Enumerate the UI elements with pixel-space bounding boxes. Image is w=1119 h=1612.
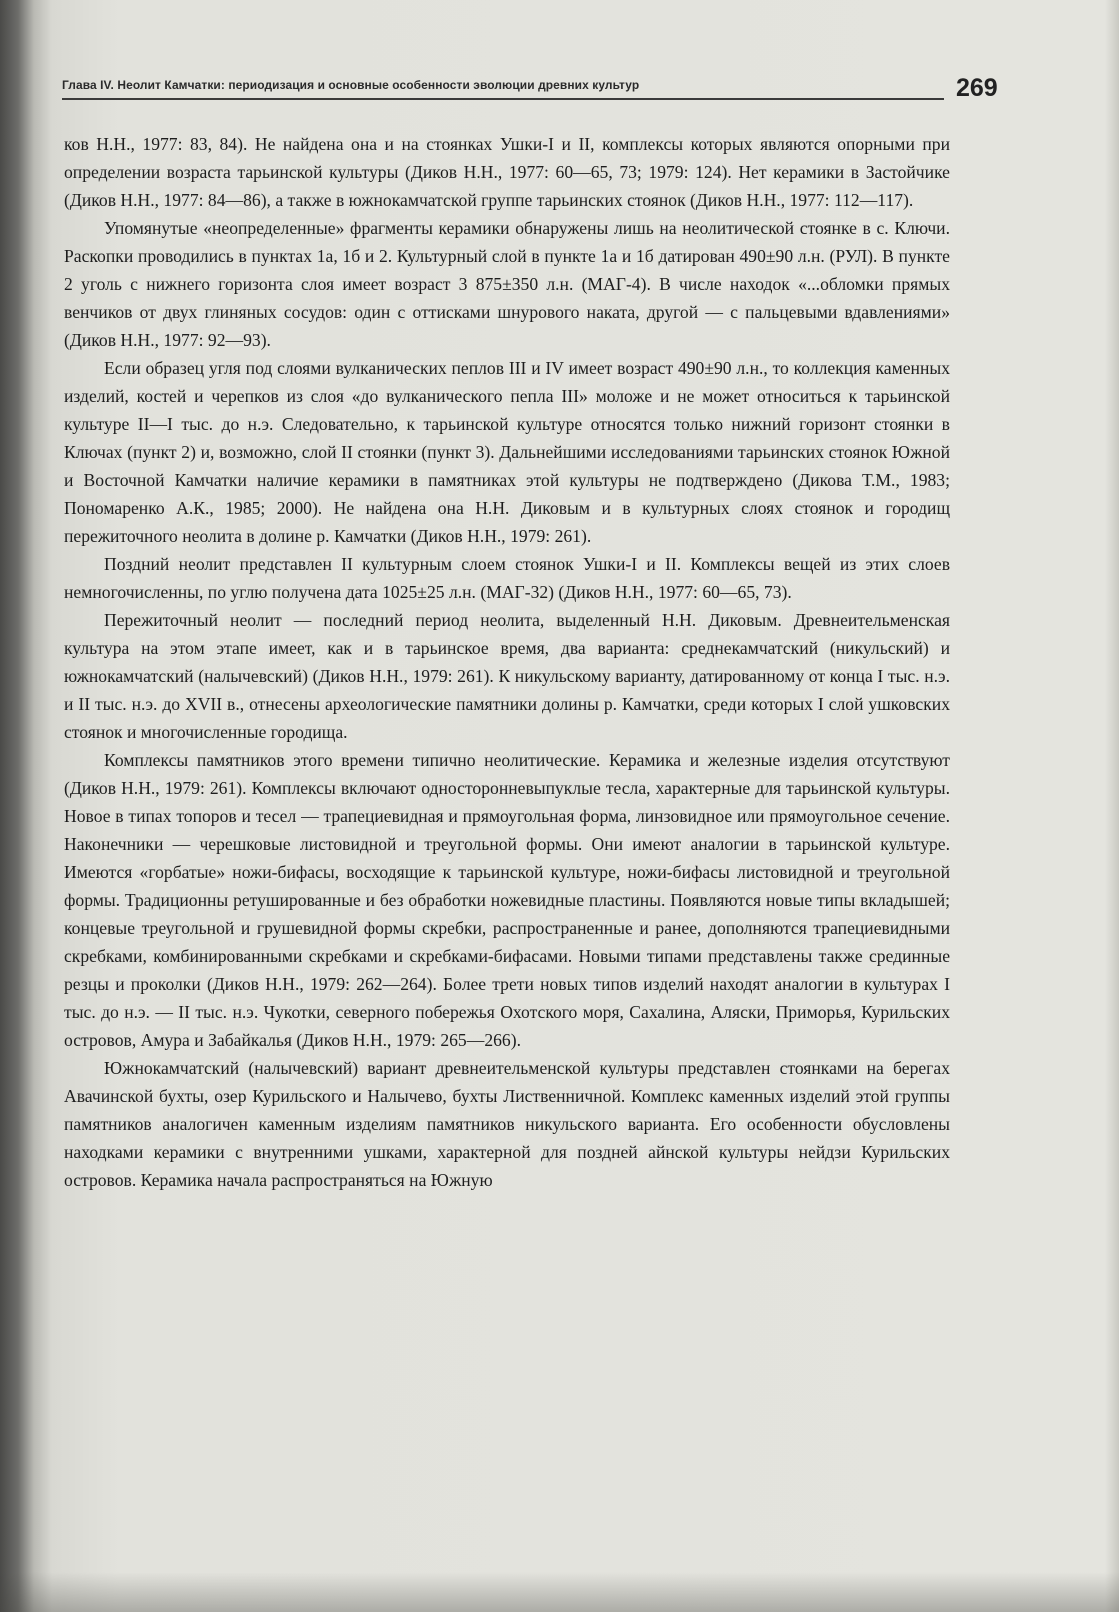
paragraph: Поздний неолит представлен II культурным слоем стоянок Ушки-I и II. Комплексы вещей из этих слоев немногочисленны, по углю получена дата 1025±25 л.н. (МАГ-32) (Диков Н.Н., 1977: 60—65, 73). [64,554,950,602]
header-rule [62,98,944,100]
paragraph: Южнокамчатский (налычевский) вариант древнеительменской культуры представлен стоянками на берегах Авачинской бухты, озер Курильского и Налычево, бухты Лиственничной. Комплекс каменных изделий этой группы памятников аналогичен каменным изделиям памятников никульского варианта. Его особенности обусловлены находками керамики с внутренними ушками, характерной для поздней айнской культуры нейдзи Курильских островов. Керамика начала распространяться на Южную [64,1058,950,1190]
paragraph: Упомянутые «неопределенные» фрагменты керамики обнаружены лишь на неолитической стоянке в с. Ключи. Раскопки проводились в пунктах 1а, 1б и 2. Культурный слой в пункте 1а и 1б датирован 490±90 л.н. (РУЛ). В пункте 2 уголь с нижнего горизонта слоя имеет возраст 3 875±350 л.н. (МАГ-4). В числе находок «...обломки прямых венчиков от двух глиняных сосудов: один с оттисками шнурового наката, другой — с пальцевыми вдавлениями» (Диков Н.Н., 1977: 92—93). [64,218,950,350]
paragraph: ков Н.Н., 1977: 83, 84). Не найдена она и на стоянках Ушки-I и II, комплексы которых являются опорными при определении возраста тарьинской культуры (Диков Н.Н., 1977: 60—65, 73; 1979: 124). Нет керамики в Застойчике (Диков Н.Н., 1977: 84—86), а также в южнокамчатской группе тарьинских стоянок (Диков Н.Н., 1977: 112—117). [64,134,950,210]
page-edge [1105,0,1119,1612]
paragraph: Комплексы памятников этого времени типично неолитические. Керамика и железные изделия отсутствуют (Диков Н.Н., 1979: 261). Комплексы включают односторонневыпуклые тесла, характерные для тарьинской культуры. Новое в типах топоров и тесел — трапециевидная и прямоугольная форма, линзовидное или прямоугольное сечение. Наконечники — черешковые листовидной и треугольной формы. Они имеют аналогии в тарьинской культуре. Имеются «горбатые» ножи-бифасы, восходящие к тарьинской культуре, ножи-бифасы листовидной и треугольной формы. Традиционны ретушированные и без обработки ножевидные пластины. Появляются новые типы вкладышей; концевые треугольной и грушевидной формы скребки, распространенные и ранее, дополняются трапециевидными скребками, комбинированными скребками и скребками-бифасами. Новыми типами представлены также срединные резцы и проколки (Диков Н.Н., 1979: 262—264). Более трети новых типов изделий находят аналогии в культурах I тыс. до н.э. — II тыс. н.э. Чукотки, северного побережья Охотского моря, Сахалина, Аляски, Приморья, Курильских островов, Амура и Забайкалья (Диков Н.Н., 1979: 265—266). [64,750,950,1050]
page-number: 269 [956,74,998,102]
scan-shadow [0,1572,1119,1612]
running-head: Глава IV. Неолит Камчатки: периодизация и основные особенности эволюции древних культур [62,78,640,92]
paragraph: Пережиточный неолит — последний период неолита, выделенный Н.Н. Диковым. Древнеительменская культура на этом этапе имеет, как и в тарьинское время, два варианта: среднекамчатский (никульский) и южнокамчатский (налычевский) (Диков Н.Н., 1979: 261). К никульскому варианту, датированному от конца I тыс. н.э. и II тыс. н.э. до XVII в., отнесены археологические памятники долины р. Камчатки, среди которых I слой ушковских стоянок и многочисленные городища. [64,610,950,742]
body-text [64,130,950,1194]
page-header [62,68,1004,108]
paragraph: Если образец угля под слоями вулканических пеплов III и IV имеет возраст 490±90 л.н., то коллекция каменных изделий, костей и черепков из слоя «до вулканического пепла III» моложе и не может относиться к тарьинской культуре II—I тыс. до н.э. Следовательно, к тарьинской культуре относятся только нижний горизонт стоянки в Ключах (пункт 2) и, возможно, слой II стоянки (пункт 3). Дальнейшими исследованиями тарьинских стоянок Южной и Восточной Камчатки наличие керамики в памятниках этой культуры не подтверждено (Дикова Т.М., 1983; Пономаренко А.К., 1985; 2000). Не найдена она Н.Н. Диковым и в культурных слоях стоянок и городищ пережиточного неолита в долине р. Камчатки (Диков Н.Н., 1979: 261). [64,358,950,546]
